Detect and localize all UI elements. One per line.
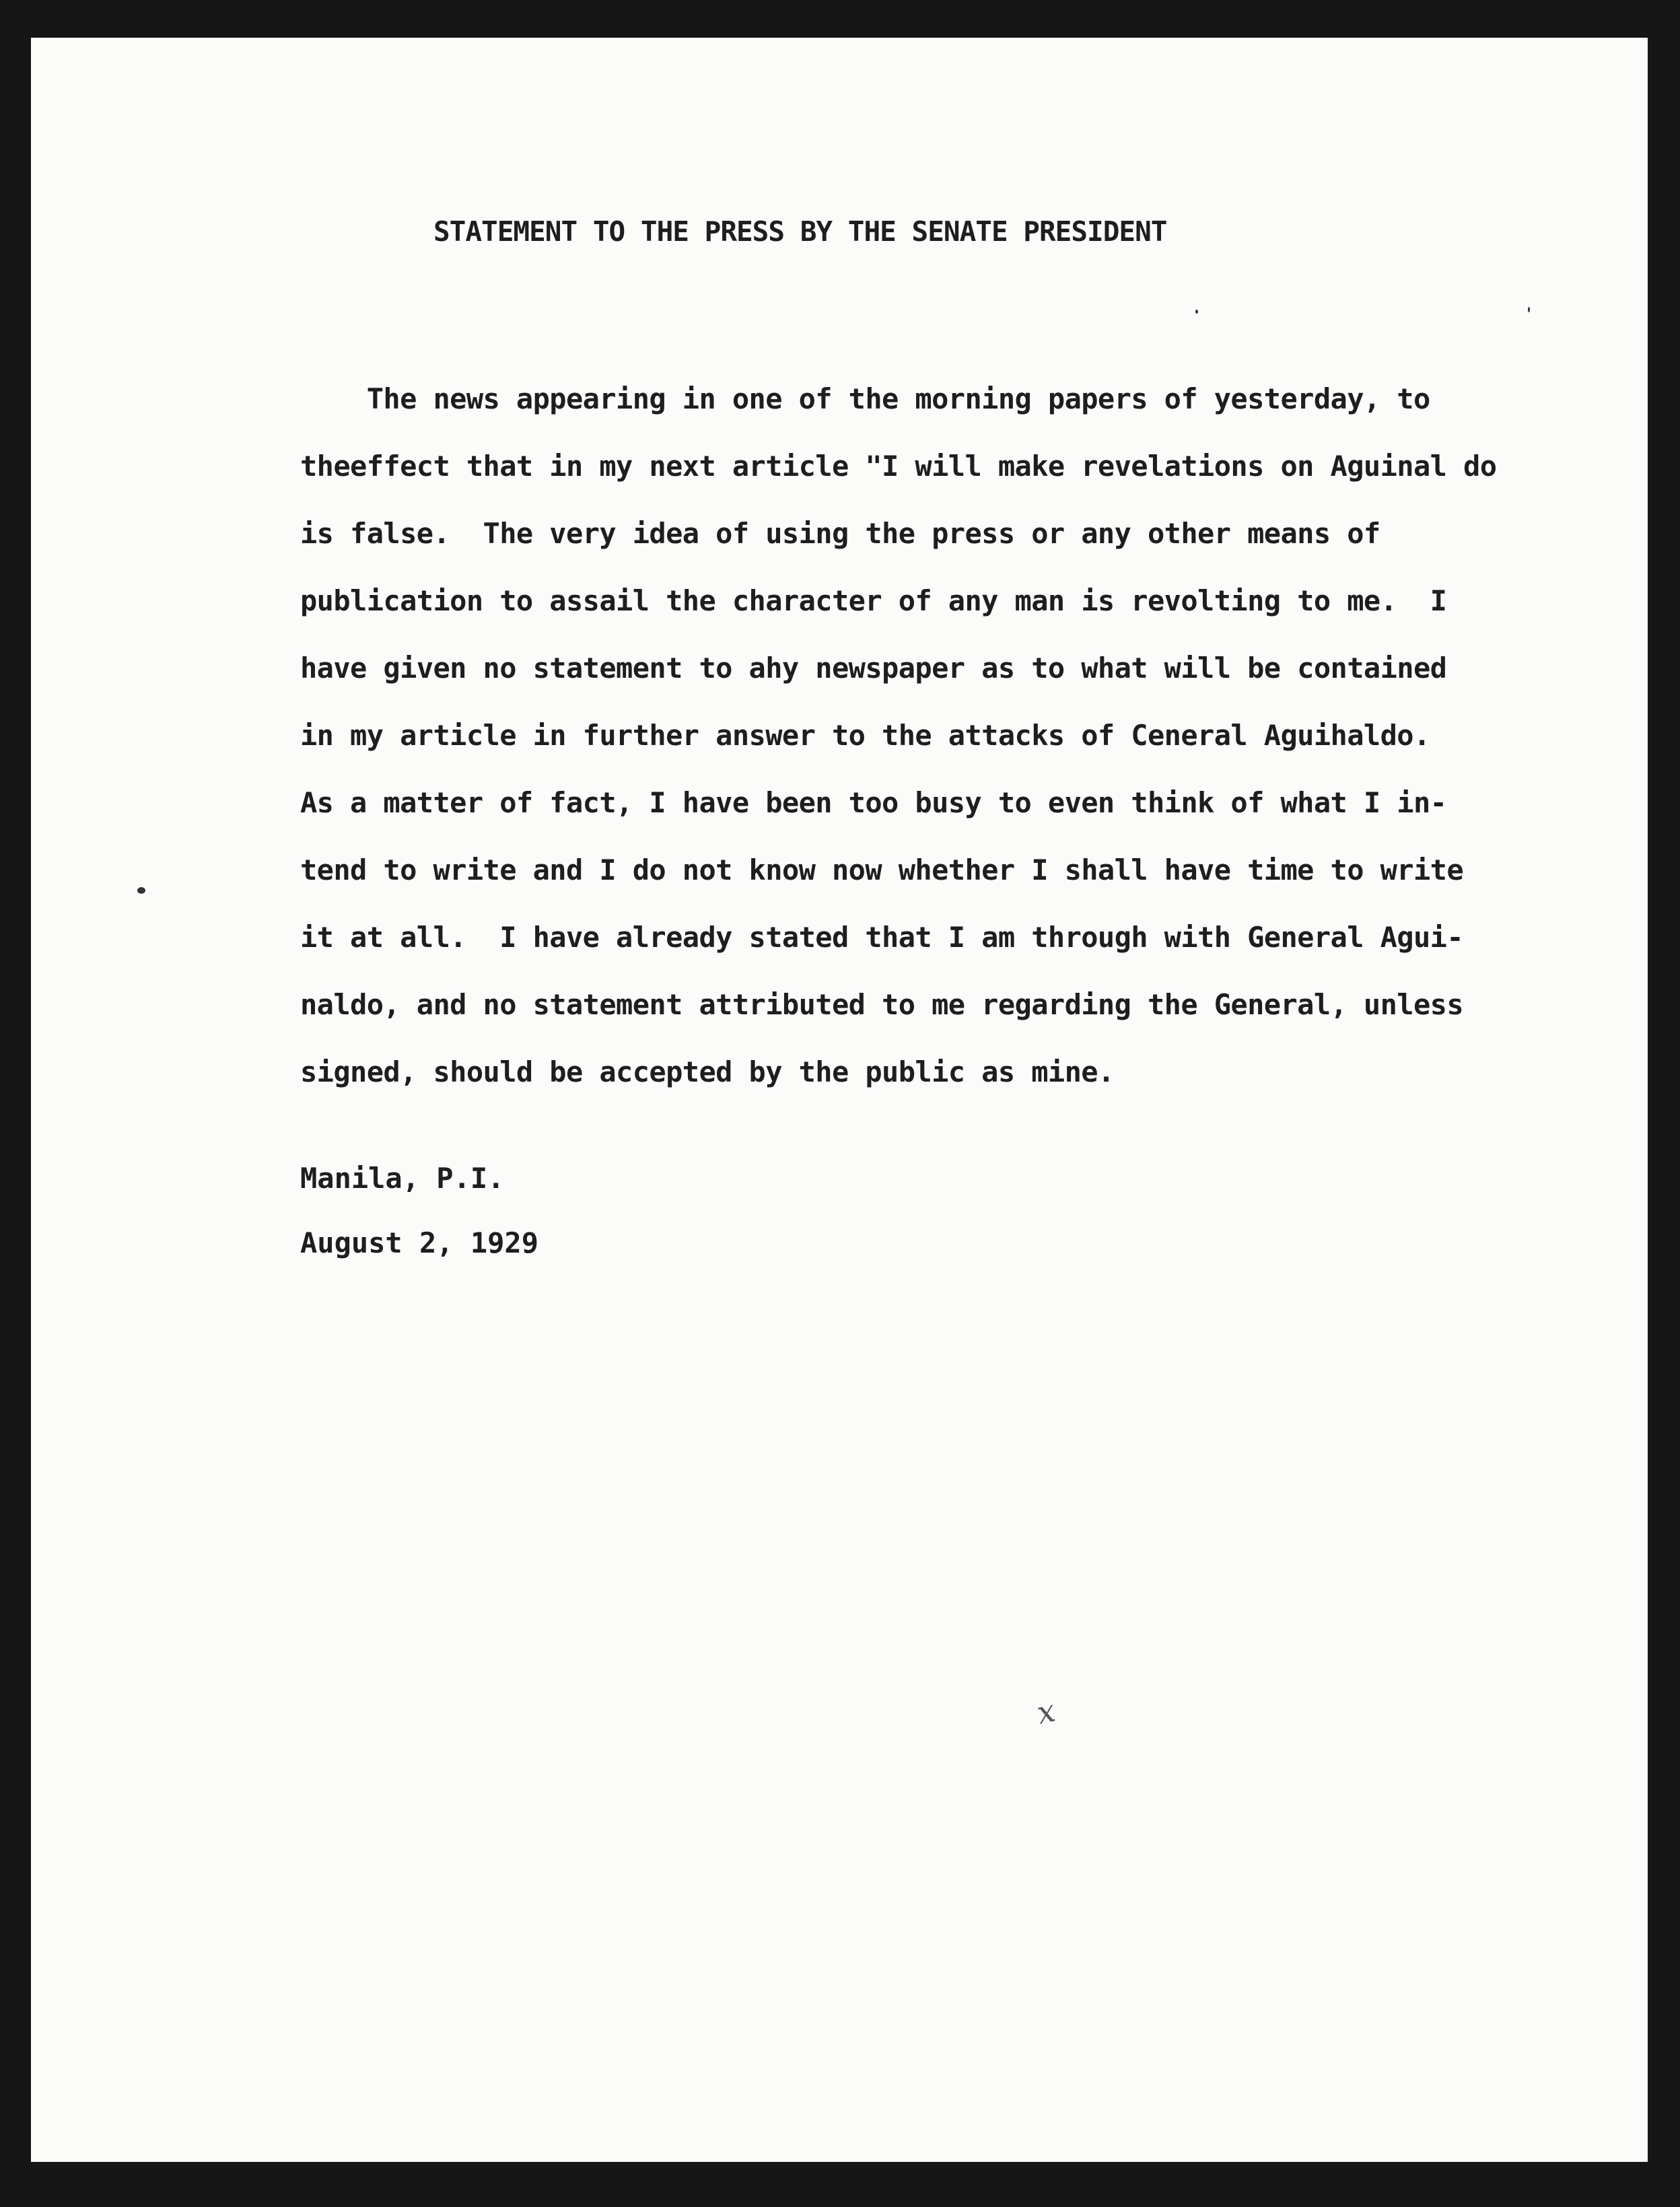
handwritten-mark: x	[1033, 1691, 1059, 1732]
body-line-5: have given no statement to ahy newspaper as to what will be contained	[300, 652, 1447, 685]
body-line-6: in my article in further answer to the attacks of Ceneral Aguihaldo.	[300, 719, 1430, 752]
body-line-7: As a matter of fact, I have been too busy to even think of what I in-	[300, 786, 1447, 819]
date-line: August 2, 1929	[300, 1226, 539, 1259]
body-line-8: tend to write and I do not know now whether I shall have time to write	[300, 853, 1464, 886]
document-title: STATEMENT TO THE PRESS BY THE SENATE PRESIDENT	[433, 215, 1167, 248]
body-line-10: naldo, and no statement attributed to me regarding the General, unless	[300, 988, 1464, 1021]
place-line: Manila, P.I.	[300, 1162, 505, 1195]
body-line-4: publication to assail the character of any man is revolting to me. I	[300, 584, 1447, 617]
document-page	[31, 38, 1648, 2162]
ink-speck	[1195, 310, 1198, 314]
body-line-3: is false. The very idea of using the press or any other means of	[300, 517, 1380, 550]
body-line-1: The news appearing in one of the morning papers of yesterday, to	[300, 382, 1430, 415]
ink-speck	[1528, 307, 1530, 312]
ink-speck	[137, 887, 145, 894]
body-line-9: it at all. I have already stated that I am through with General Agui-	[300, 921, 1464, 954]
body-line-11: signed, should be accepted by the public as mine.	[300, 1055, 1115, 1088]
body-line-2: theeffect that in my next article "I will make revelations on Aguinal do	[300, 450, 1497, 483]
